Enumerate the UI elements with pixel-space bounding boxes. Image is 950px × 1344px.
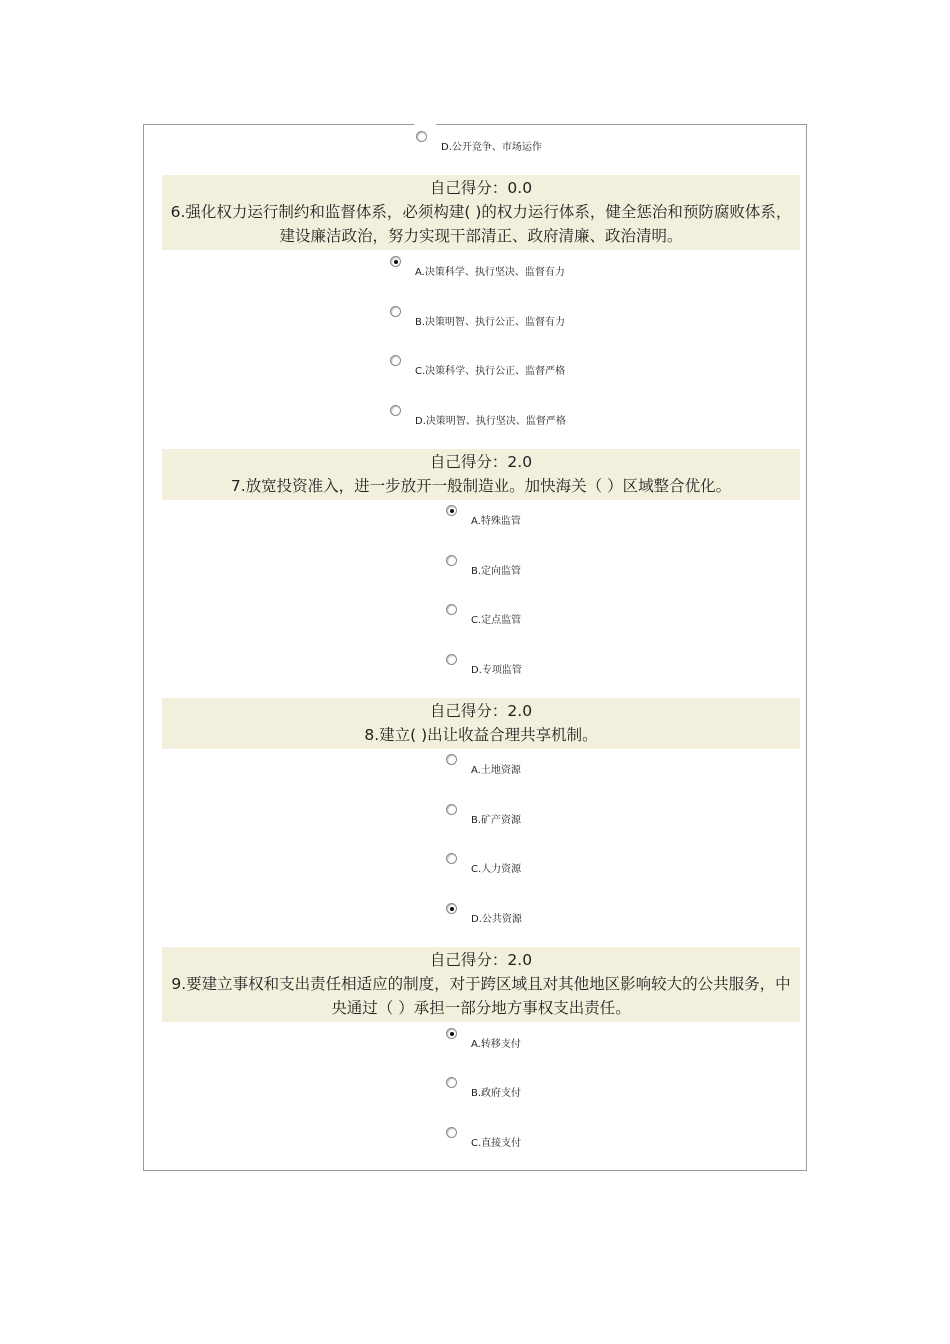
score-label: 自己得分：0.0 xyxy=(429,179,533,197)
question-header xyxy=(162,698,800,749)
question-7 xyxy=(162,449,800,500)
radio-button-selected[interactable] xyxy=(446,1028,457,1039)
radio-button[interactable] xyxy=(446,555,457,566)
radio-button[interactable] xyxy=(446,804,457,815)
question-8 xyxy=(162,698,800,749)
radio-button-selected[interactable] xyxy=(446,505,457,516)
question-text: 7.放宽投资准入，进一步放开一般制造业。加快海关（ ）区域整合优化。 xyxy=(230,477,732,495)
frame-gap xyxy=(414,123,436,127)
radio-button[interactable] xyxy=(446,654,457,665)
quiz-frame xyxy=(143,124,807,1171)
question-header xyxy=(162,947,800,1022)
option-label: B.决策明智、执行公正、监督有力 xyxy=(415,317,566,328)
radio-button[interactable] xyxy=(390,405,401,416)
question-6 xyxy=(162,175,800,250)
radio-button-selected[interactable] xyxy=(390,256,401,267)
question-header xyxy=(162,175,800,250)
option-label: D.专项监管 xyxy=(471,665,522,676)
radio-button[interactable] xyxy=(446,604,457,615)
radio-button[interactable] xyxy=(390,355,401,366)
radio-button[interactable] xyxy=(416,131,427,142)
option-label: C.直接支付 xyxy=(471,1138,522,1149)
option-label: D.公共资源 xyxy=(471,914,522,925)
option-label: D.公开竞争、市场运作 xyxy=(441,142,542,153)
radio-button[interactable] xyxy=(446,853,457,864)
question-9 xyxy=(162,947,800,1022)
question-text: 6.强化权力运行制约和监督体系，必须构建( )的权力运行体系，健全惩治和预防腐败体系，建设廉洁政治，努力实现干部清正、政府清廉、政治清明。 xyxy=(170,203,792,245)
question-header xyxy=(162,449,800,500)
option-label: A.土地资源 xyxy=(471,765,521,776)
option-label: C.决策科学、执行公正、监督严格 xyxy=(415,366,566,377)
score-label: 自己得分：2.0 xyxy=(429,702,533,720)
option-label: B.定向监管 xyxy=(471,566,522,577)
option-label: B.政府支付 xyxy=(471,1088,522,1099)
radio-button[interactable] xyxy=(446,754,457,765)
score-label: 自己得分：2.0 xyxy=(429,951,533,969)
option-label: A.转移支付 xyxy=(471,1039,521,1050)
radio-button-selected[interactable] xyxy=(446,903,457,914)
option-label: A.决策科学、执行坚决、监督有力 xyxy=(415,267,565,278)
radio-button[interactable] xyxy=(446,1127,457,1138)
question-text: 9.要建立事权和支出责任相适应的制度，对于跨区域且对其他地区影响较大的公共服务，中央通过（ ）承担一部分地方事权支出责任。 xyxy=(171,975,791,1017)
option-label: C.人力资源 xyxy=(471,864,522,875)
question-text: 8.建立( )出让收益合理共享机制。 xyxy=(364,726,598,744)
radio-button[interactable] xyxy=(390,306,401,317)
option-label: D.决策明智、执行坚决、监督严格 xyxy=(415,416,566,427)
option-label: A.特殊监管 xyxy=(471,516,521,527)
option-label: C.定点监管 xyxy=(471,615,522,626)
option-label: B.矿产资源 xyxy=(471,815,522,826)
radio-button[interactable] xyxy=(446,1077,457,1088)
score-label: 自己得分：2.0 xyxy=(429,453,533,471)
